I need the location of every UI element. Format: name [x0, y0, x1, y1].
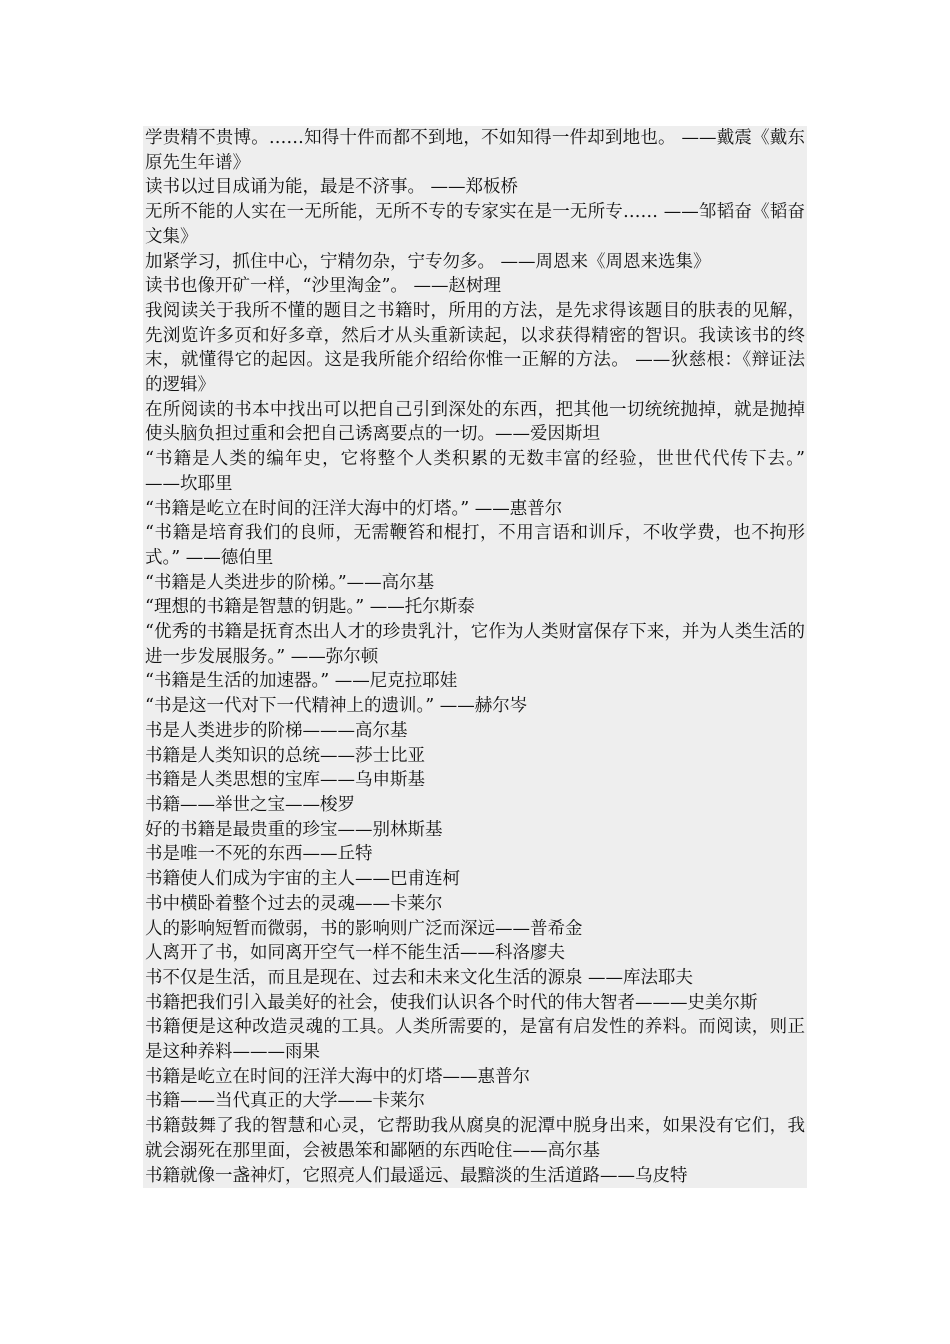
- quote-line: 书是人类进步的阶梯———高尔基: [143, 719, 807, 744]
- quote-line: 书中横卧着整个过去的灵魂——卡莱尔: [143, 892, 807, 917]
- quote-line: “书籍是人类的编年史，它将整个人类积累的无数丰富的经验，世世代代传下去。” ——坎耶里: [143, 447, 807, 496]
- quote-line: 书是唯一不死的东西——丘特: [143, 842, 807, 867]
- document-page: [143, 126, 807, 1188]
- quote-line: 书籍使人们成为宇宙的主人——巴甫连柯: [143, 867, 807, 892]
- quote-line: 读书也像开矿一样，“沙里淘金”。 ——赵树理: [143, 274, 807, 299]
- quote-line: 无所不能的人实在一无所能，无所不专的专家实在是一无所专…… ——邹韬奋《韬奋文集》: [143, 200, 807, 249]
- quote-line: 我阅读关于我所不懂的题目之书籍时，所用的方法，是先求得该题目的肤表的见解，先浏览许多页和好多章，然后才从头重新读起，以求获得精密的智识。我读该书的终末，就懂得它的起因。这是我所能介绍给你惟一正解的方法。 ——狄慈根：《辩证法的逻辑》: [143, 299, 807, 398]
- quote-line: “优秀的书籍是抚育杰出人才的珍贵乳汁，它作为人类财富保存下来，并为人类生活的进一步发展服务。” ——弥尔顿: [143, 620, 807, 669]
- quote-line: 书籍就像一盏神灯，它照亮人们最遥远、最黯淡的生活道路——乌皮特: [143, 1164, 807, 1189]
- quote-line: 学贵精不贵博。……知得十件而都不到地，不如知得一件却到地也。 ——戴震《戴东原先生年谱》: [143, 126, 807, 175]
- quote-line: 人的影响短暂而微弱，书的影响则广泛而深远——普希金: [143, 917, 807, 942]
- quote-line: “书是这一代对下一代精神上的遗训。” ——赫尔岑: [143, 694, 807, 719]
- quote-line: 书籍把我们引入最美好的社会，使我们认识各个时代的伟大智者———史美尔斯: [143, 991, 807, 1016]
- quote-line: 书籍——当代真正的大学——卡莱尔: [143, 1089, 807, 1114]
- quote-line: “书籍是培育我们的良师，无需鞭笞和棍打，不用言语和训斥，不收学费，也不拘形式。” ——德伯里: [143, 521, 807, 570]
- quote-line: 书籍鼓舞了我的智慧和心灵，它帮助我从腐臭的泥潭中脱身出来，如果没有它们，我就会溺死在那里面，会被愚笨和鄙陋的东西呛住——高尔基: [143, 1114, 807, 1163]
- quote-line: 读书以过目成诵为能，最是不济事。 ——郑板桥: [143, 175, 807, 200]
- quote-line: 书不仅是生活，而且是现在、过去和未来文化生活的源泉 ——库法耶夫: [143, 966, 807, 991]
- quote-line: “书籍是屹立在时间的汪洋大海中的灯塔。” ——惠普尔: [143, 497, 807, 522]
- quote-line: 书籍便是这种改造灵魂的工具。人类所需要的，是富有启发性的养料。而阅读，则正是这种养料———雨果: [143, 1015, 807, 1064]
- quote-line: 好的书籍是最贵重的珍宝——别林斯基: [143, 818, 807, 843]
- quote-line: 书籍——举世之宝——梭罗: [143, 793, 807, 818]
- quote-line: 书籍是屹立在时间的汪洋大海中的灯塔——惠普尔: [143, 1065, 807, 1090]
- quote-line: “书籍是人类进步的阶梯。”——高尔基: [143, 571, 807, 596]
- quote-line: 书籍是人类知识的总统——莎士比亚: [143, 744, 807, 769]
- quote-line: “理想的书籍是智慧的钥匙。” ——托尔斯泰: [143, 595, 807, 620]
- quote-line: 加紧学习，抓住中心，宁精勿杂，宁专勿多。 ——周恩来《周恩来选集》: [143, 250, 807, 275]
- quote-line: “书籍是生活的加速器。” ——尼克拉耶娃: [143, 669, 807, 694]
- quote-line: 书籍是人类思想的宝库——乌申斯基: [143, 768, 807, 793]
- quote-line: 人离开了书，如同离开空气一样不能生活——科洛廖夫: [143, 941, 807, 966]
- quote-line: 在所阅读的书本中找出可以把自己引到深处的东西，把其他一切统统抛掉，就是抛掉使头脑负担过重和会把自己诱离要点的一切。——爱因斯坦: [143, 398, 807, 447]
